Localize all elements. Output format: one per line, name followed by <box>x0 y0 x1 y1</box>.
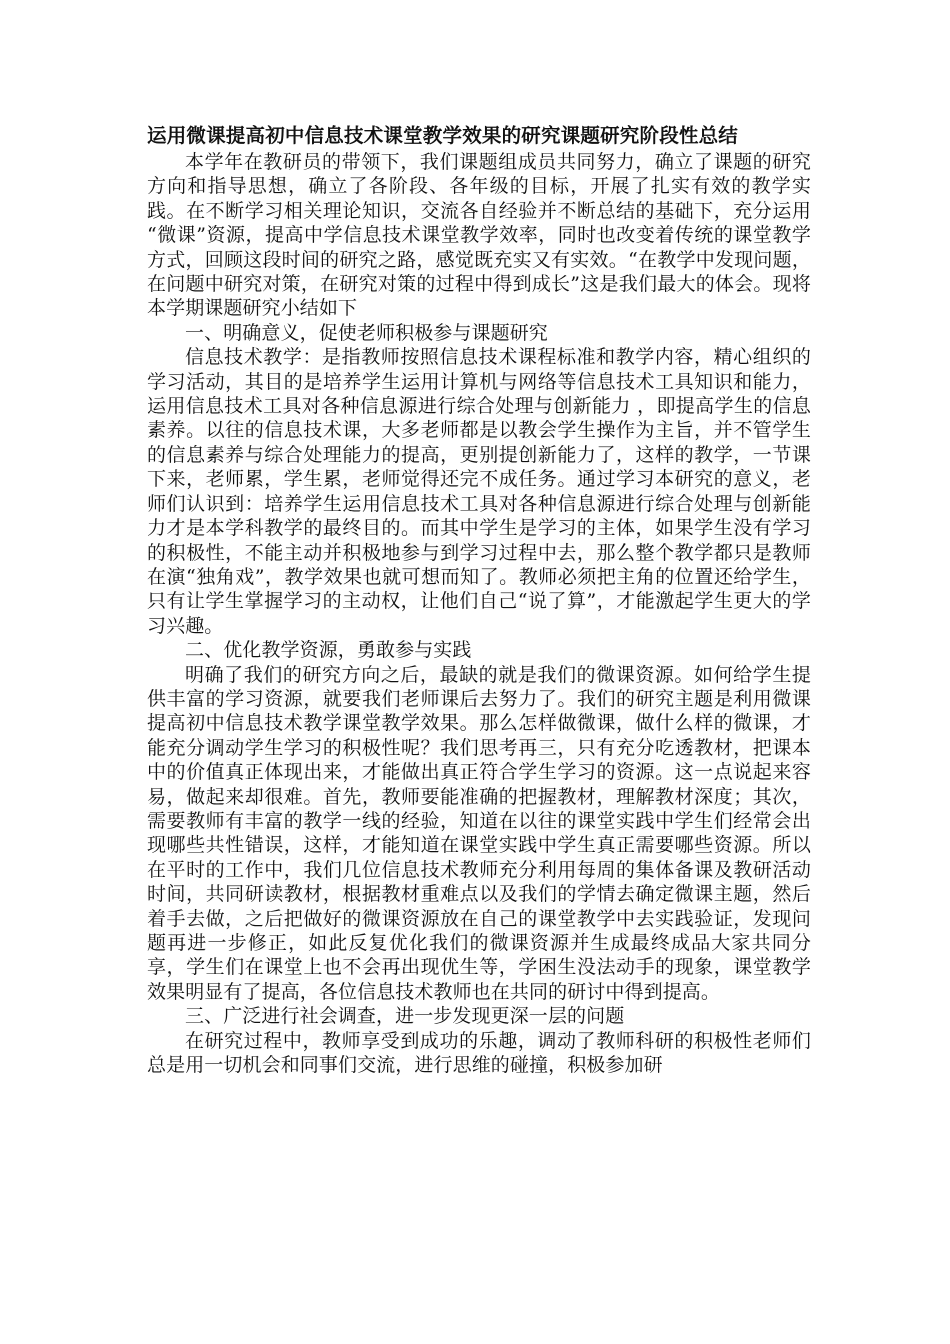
document-title: 运用微课提高初中信息技术课堂教学效果的研究课题研究阶段性总结 <box>147 124 739 147</box>
document-page <box>147 124 811 1077</box>
section-3-heading: 三、广泛进行社会调查，进一步发现更深一层的问题 <box>185 1005 625 1028</box>
section-2-body: 明确了我们的研究方向之后，最缺的就是我们的微课资源。如何给学生提供丰富的学习资源，就要我们老师课后去努力了。我们的研究主题是利用微课提高初中信息技术教学课堂教学效果。那么怎样做微课，做什么样的微课，才能充分调动学生学习的积极性呢？我们思考再三，只有充分吃透教材，把课本中的价值真正体现出来，才能做出真正符合学生学习的资源。这一点说起来容易，做起来却很难。首先，教师要能准确的把握教材，理解教材深度；其次，需要教师有丰富的教学一线的经验，知道在以往的课堂实践中学生们经常会出现哪些共性错误，这样，才能知道在课堂实践中学生真正需要哪些资源。所以在平时的工作中，我们几位信息技术教师充分利用每周的集体备课及教研活动时间，共同研读教材，根据教材重难点以及我们的学情去确定微课主题，然后着手去做，之后把做好的微课资源放在自己的课堂教学中去实践验证，发现问题再进一步修正，如此反复优化我们的微课资源并生成最终成品大家共同分享，学生们在课堂上也不会再出现优生等，学困生没法动手的现象，课堂教学效果明显有了提高，各位信息技术教师也在共同的研讨中得到提高。 <box>147 663 811 1003</box>
section-3-body: 在研究过程中，教师享受到成功的乐趣，调动了教师科研的积极性老师们总是用一切机会和同事们交流，进行思维的碰撞，积极参加研 <box>147 1029 811 1077</box>
section-1-heading: 一、明确意义，促使老师积极参与课题研究 <box>185 321 548 344</box>
intro-paragraph: 本学年在教研员的带领下，我们课题组成员共同努力，确立了课题的研究方向和指导思想，确立了各阶段、各年级的目标，开展了扎实有效的教学实践。在不断学习相关理论知识，交流各自经验并不断总结的基础下，充分运用 “微课”资源，提高中学信息技术课堂教学效率，同时也改变着传统的课堂教学方式，回顾这段时间的研究之路，感觉既充实又有实效。“在教学中发现问题，在问题中研究对策，在研究对策的过程中得到成长”这是我们最大的体会。现将本学期课题研究小结如下 <box>147 151 811 320</box>
section-1-body: 信息技术教学：是指教师按照信息技术课程标准和教学内容，精心组织的学习活动，其目的是培养学生运用计算机与网络等信息技术工具知识和能力，运用信息技术工具对各种信息源进行综合处理与创新能力 ，即提高学生的信息素养。以往的信息技术课，大多老师都是以教会学生操作为主旨，并不管学生的信息素养与综合处理能力的提高，更别提创新能力了，这样的教学，一节课下来，老师累，学生累，老师觉得还完不成任务。通过学习本研究的意义，老师们认识到：培养学生运用信息技术工具对各种信息源进行综合处理与创新能力才是本学科教学的最终目的。而其中学生是学习的主体，如果学生没有学习的积极性，不能主动并积极地参与到学习过程中去，那么整个教学都只是教师在演“独角戏”，教学效果也就可想而知了。教师必须把主角的位置还给学生，只有让学生掌握学习的主动权，让他们自己“说了算”，才能激起学生更大的学习兴趣。 <box>147 346 811 637</box>
section-2-heading: 二、优化教学资源，勇敢参与实践 <box>185 639 472 662</box>
